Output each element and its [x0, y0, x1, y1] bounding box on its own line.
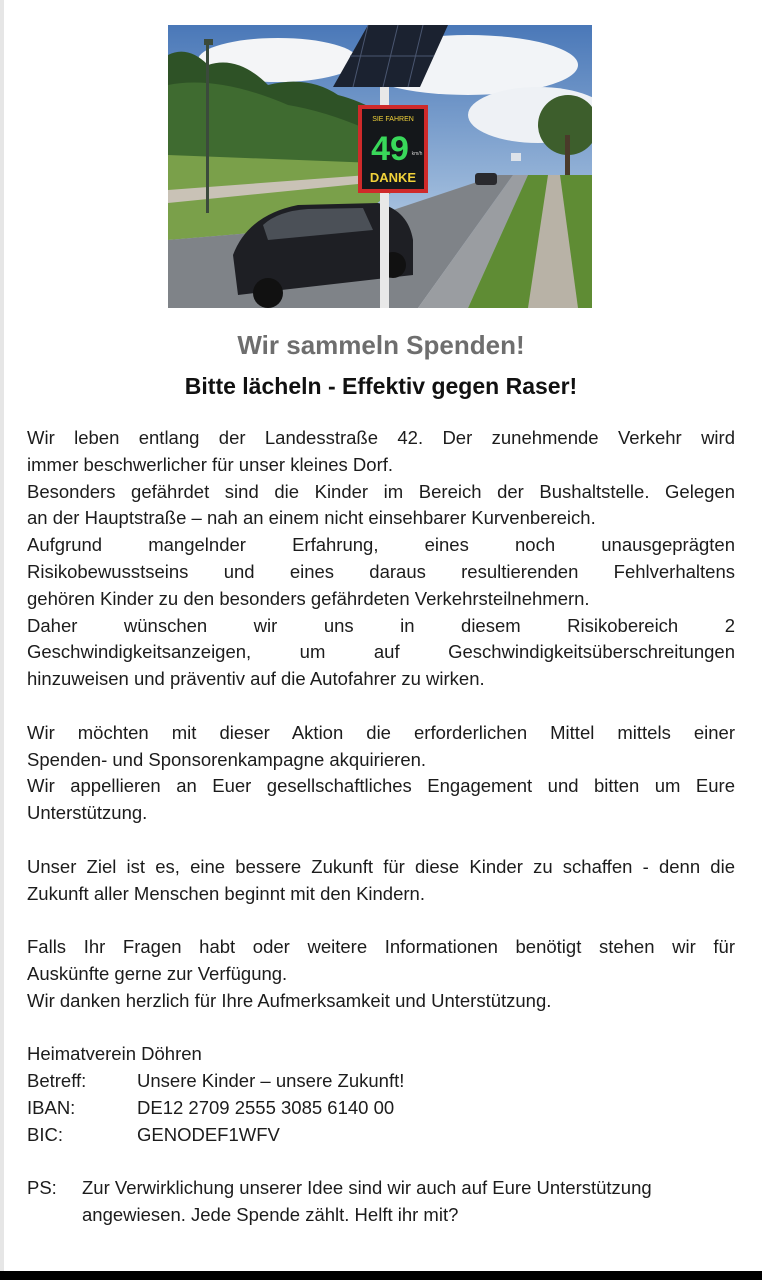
letter-body	[27, 425, 735, 1229]
iban-label: IBAN:	[27, 1096, 76, 1118]
text-line: immer beschwerlicher für unser kleines Dorf.	[27, 453, 394, 475]
sign-unit: km/h	[411, 151, 423, 157]
text-line: hinzuweisen und präventiv auf die Autofahrer zu wirken.	[27, 668, 485, 690]
text-line: Aufgrund mangelnder Erfahrung, eines noch unausgeprägten	[27, 534, 735, 556]
iban-value: DE12 2709 2555 3085 6140 00	[137, 1096, 395, 1118]
page-subtitle: Bitte lächeln - Effektiv gegen Raser!	[184, 373, 578, 399]
paragraph-3	[27, 854, 735, 908]
betreff-value: Unsere Kinder – unsere Zukunft!	[137, 1070, 405, 1092]
bic-value: GENODEF1WFV	[137, 1123, 280, 1145]
text-line: Wir danken herzlich für Ihre Aufmerksamkeit und Unterstützung.	[27, 989, 552, 1011]
ps-line: Zur Verwirklichung unserer Idee sind wir auch auf Eure Unterstützung	[82, 1177, 652, 1199]
text-line: Wir möchten mit dieser Aktion die erforderlichen Mittel mittels einer	[27, 721, 735, 743]
text-line: Zukunft aller Menschen beginnt mit den Kindern.	[27, 882, 425, 904]
ps-line: angewiesen. Jede Spende zählt. Helft ihr mit?	[82, 1204, 459, 1226]
bic-label: BIC:	[27, 1123, 63, 1145]
text-line: Auskünfte gerne zur Verfügung.	[27, 962, 288, 984]
text-line: Daher wünschen wir uns in diesem Risikobereich 2	[27, 614, 735, 636]
speed-sign-photo	[168, 25, 592, 308]
text-line: gehören Kinder zu den besonders gefährdeten Verkehrsteilnehmern.	[27, 587, 590, 609]
bottom-bar	[0, 1271, 762, 1280]
betreff-label: Betreff:	[27, 1070, 87, 1092]
text-line: Unterstützung.	[27, 802, 148, 824]
text-line: Wir appellieren an Euer gesellschaftliches Engagement und bitten um Eure	[27, 775, 735, 797]
sign-thanks: DANKE	[369, 170, 417, 185]
paragraph-2	[27, 720, 735, 827]
organization-name: Heimatverein Döhren	[27, 1043, 202, 1065]
text-line: Unser Ziel ist es, eine bessere Zukunft für diese Kinder zu schaffen - denn die	[27, 855, 735, 877]
paragraph-4	[27, 934, 735, 1014]
text-line: Risikobewusstseins und eines daraus resultierenden Fehlverhaltens	[27, 560, 735, 582]
text-line: Besonders gefährdet sind die Kinder im Bereich der Bushaltstelle. Gelegen	[27, 480, 735, 502]
text-line: Spenden- und Sponsorenkampagne akquirieren.	[27, 748, 427, 770]
paragraph-1	[27, 425, 735, 693]
iban-row	[27, 1095, 735, 1122]
bank-details	[27, 1041, 735, 1148]
text-line: an der Hauptstraße – nah an einem nicht einsehbarer Kurvenbereich.	[27, 507, 596, 529]
sign-speed: 49	[371, 130, 409, 168]
text-line: Wir leben entlang der Landesstraße 42. Der zunehmende Verkehr wird	[27, 427, 735, 448]
ps-label: PS:	[27, 1177, 57, 1199]
text-line: Geschwindigkeitsanzeigen, um auf Geschwindigkeitsüberschreitungen	[27, 641, 735, 663]
page-title: Wir sammeln Spenden!	[237, 330, 525, 360]
photo-illustration	[168, 25, 592, 308]
text-line: Falls Ihr Fragen habt oder weitere Informationen benötigt stehen wir für	[27, 936, 735, 958]
sign-header: SIE FAHREN	[372, 116, 414, 123]
postscript	[27, 1175, 735, 1229]
bic-row	[27, 1122, 735, 1149]
betreff-row	[27, 1068, 735, 1095]
page-edge	[0, 0, 4, 1280]
